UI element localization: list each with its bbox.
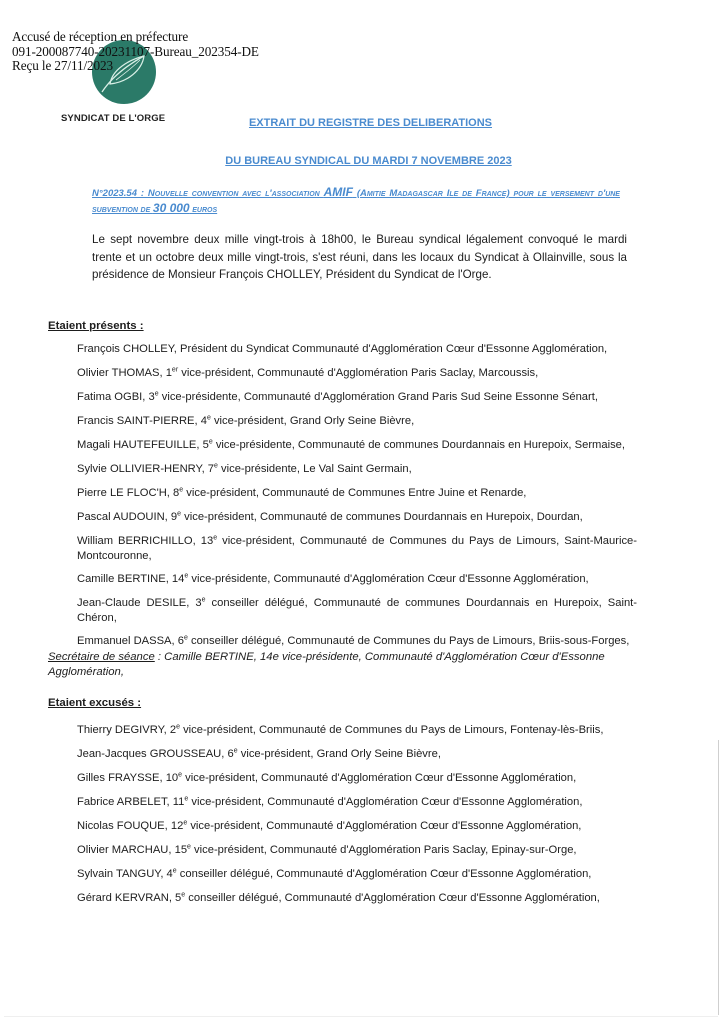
member-rank: 3 [195,597,202,609]
member-name: Camille BERTINE [77,573,166,585]
member-role: vice-président, Grand Orly Seine Bièvre, [210,415,415,427]
member-row: Pascal AUDOUIN, 9e vice-président, Communauté de communes Dourdannais en Hurepoix, Dourdan, [77,510,583,523]
member-rank: 8 [173,487,180,499]
subject-part-1: N°2023.54 : Nouvelle convention avec l'association [92,188,324,199]
scan-edge-vertical [718,740,719,1015]
stamp-line-2: 091-200087740-20231107-Bureau_202354-DE [12,43,259,59]
document-subtitle: DU BUREAU SYNDICAL DU MARDI 7 NOVEMBRE 2023 [225,155,512,167]
member-name: William BERRICHILLO [77,535,193,547]
excused-heading: Etaient excusés : [48,697,142,709]
member-name: Emmanuel DASSA [77,635,172,647]
member-name: François CHOLLEY [77,343,174,355]
member-rank-suffix: e [177,510,182,518]
member-rank-suffix: e [187,843,191,851]
member-role: vice-présidente, Le Val Saint Germain, [217,463,412,475]
member-name: Gérard KERVRAN [77,892,169,904]
member-role: vice-président, Communauté d'Agglomération Cœur d'Essonne Agglomération, [187,820,582,832]
member-role: vice-président, Communauté de Communes Entre Juine et Renarde, [183,487,527,499]
member-rank: 7 [207,463,215,475]
member-rank: 3 [148,391,155,403]
member-rank: 9 [170,511,178,523]
member-rank: 14 [171,573,185,585]
member-role: vice-président, Communauté de Communes du Pays de Limours, Fontenay-lès-Briis, [179,724,604,736]
document-title: EXTRAIT DU REGISTRE DES DELIBERATIONS [248,117,493,129]
member-row: Magali HAUTEFEUILLE, 5e vice-présidente, Communauté de communes Dourdannais en Hurepoix, Sermaise, [77,438,626,451]
member-role: vice-président, Communauté d'Agglomération Paris Saclay, Marcoussis, [178,367,539,379]
member-rank-suffix: e [154,390,159,398]
member-rank: 12 [170,820,184,832]
member-rank: 5 [202,439,209,451]
member-name: Nicolas FOUQUE [77,820,165,832]
member-rank-suffix: e [201,596,206,604]
member-rank-suffix: e [213,534,218,542]
member-row: Nicolas FOUQUE, 12e vice-président, Communauté d'Agglomération Cœur d'Essonne Agglomération, [77,819,582,832]
present-members-list [77,342,637,658]
member-rank-suffix: e [181,891,186,899]
member-role: vice-président, Communauté d'Agglomération Paris Saclay, Epinay-sur-Orge, [190,844,577,856]
member-name: Pascal AUDOUIN [77,511,165,523]
member-role: vice-président, Communauté d'Agglomération Cœur d'Essonne Agglomération, [188,796,583,808]
member-row: Thierry DEGIVRY, 2e vice-président, Communauté de Communes du Pays de Limours, Fontenay-lès-Briis, [77,723,604,736]
member-rank: 5 [175,892,182,904]
member-name: Magali HAUTEFEUILLE [77,439,197,451]
member-rank: 13 [200,535,214,547]
secretary-text: : Camille BERTINE, 14e vice-présidente, Communauté d'Agglomération Cœur d'Essonne Agglomération, [48,651,605,678]
member-rank-suffix: e [206,414,211,422]
member-rank: 4 [166,868,173,880]
member-name: Olivier MARCHAU [77,844,169,856]
member-row: Camille BERTINE, 14e vice-présidente, Communauté d'Agglomération Cœur d'Essonne Agglomération, [77,572,589,585]
member-rank: 6 [177,635,184,647]
member-role: , Président du Syndicat Communauté d'Agglomération Cœur d'Essonne Agglomération, [173,343,608,355]
member-row: Francis SAINT-PIERRE, 4e vice-président, Grand Orly Seine Bièvre, [77,414,415,427]
member-role: vice-président, Communauté d'Agglomération Cœur d'Essonne Agglomération, [182,772,577,784]
member-name: Francis SAINT-PIERRE [77,415,195,427]
subject-part-2: (Amitie Madagascar Ile de France) pour le versement d'une subvention de [92,188,620,215]
member-rank: 15 [174,844,188,856]
present-heading: Etaient présents : [48,320,144,332]
member-row: Fabrice ARBELET, 11e vice-président, Communauté d'Agglomération Cœur d'Essonne Agglomération, [77,795,583,808]
member-name: Thierry DEGIVRY [77,724,164,736]
member-rank-suffix: e [184,795,189,803]
organization-name: SYNDICAT DE L'ORGE [61,113,166,124]
member-name: Jean-Claude DESILE [77,597,187,609]
member-role: vice-président, Communauté de Communes du Pays de Limours, Saint-Maurice-Montcouronne, [77,535,637,562]
member-rank: 4 [200,415,207,427]
session-secretary [48,650,638,680]
member-name: Sylvain TANGUY [77,868,161,880]
member-rank-suffix: e [178,771,183,779]
member-row: Emmanuel DASSA, 6e conseiller délégué, Communauté de Communes du Pays de Limours, Briis-sous-Forges, [77,634,630,647]
member-role: conseiller délégué, Communauté d'Agglomération Cœur d'Essonne Agglomération, [176,868,592,880]
member-rank-suffix: e [172,867,177,875]
stamp-line-3: Reçu le 27/11/2023 [12,58,113,73]
deliberation-subject [92,185,620,217]
member-rank-suffix: e [179,486,184,494]
member-rank-suffix: e [214,462,218,470]
scan-edge-horizontal [4,1016,718,1017]
member-role: conseiller délégué, Communauté d'Agglomération Cœur d'Essonne Agglomération, [185,892,600,904]
member-role: vice-présidente, Communauté d'Agglomération Cœur d'Essonne Agglomération, [188,573,589,585]
member-row: Sylvie OLLIVIER-HENRY, 7e vice-présidente, Le Val Saint Germain, [77,462,412,475]
member-role: conseiller délégué, Communauté de communes Dourdannais en Hurepoix, Saint-Chéron, [77,597,638,624]
member-rank-suffix: e [183,634,188,642]
prefecture-reception-stamp [12,30,259,74]
member-row: Jean-Jacques GROUSSEAU, 6e vice-président, Grand Orly Seine Bièvre, [77,747,441,760]
member-name: Olivier THOMAS [77,367,160,379]
secretary-label: Secrétaire de séance [48,651,155,663]
member-name: Fabrice ARBELET [77,796,167,808]
member-row: Sylvain TANGUY, 4e conseiller délégué, Communauté d'Agglomération Cœur d'Essonne Agglomération, [77,867,592,880]
member-name: Jean-Jacques GROUSSEAU [77,748,222,760]
member-name: Sylvie OLLIVIER-HENRY [77,463,202,475]
member-row: Gérard KERVRAN, 5e conseiller délégué, Communauté d'Agglomération Cœur d'Essonne Agglomération, [77,891,600,904]
member-rank-suffix: e [233,747,238,755]
member-role: vice-présidente, Communauté d'Agglomération Grand Paris Sud Seine Essonne Sénart, [158,391,598,403]
member-row: Pierre LE FLOC'H, 8e vice-président, Communauté de Communes Entre Juine et Renarde, [77,486,527,499]
member-row: Olivier THOMAS, 1er vice-président, Communauté d'Agglomération Paris Saclay, Marcoussis, [77,366,539,379]
member-rank: 11 [172,796,185,808]
member-row: William BERRICHILLO, 13e vice-président, Communauté de Communes du Pays de Limours, Saint-Maurice-Montcouronne, [77,534,637,562]
member-row: Olivier MARCHAU, 15e vice-président, Communauté d'Agglomération Paris Saclay, Epinay-sur-Orge, [77,843,577,856]
member-rank: 10 [165,772,179,784]
subject-amount: 30 000 [152,201,190,215]
subject-amif: AMIF [323,185,353,199]
member-rank: 1 [165,367,172,379]
member-name: Pierre LE FLOC'H [77,487,167,499]
member-row [77,342,637,357]
member-role: vice-président, Communauté de communes Dourdannais en Hurepoix, Dourdan, [181,511,583,523]
member-role: conseiller délégué, Communauté de Communes du Pays de Limours, Briis-sous-Forges, [187,635,630,647]
subject-part-3: euros [189,204,218,215]
member-row: Jean-Claude DESILE, 3e conseiller délégué, Communauté de communes Dourdannais en Hurepoix, Saint-Chéron, [77,596,638,624]
member-rank-suffix: e [176,723,180,731]
member-rank-suffix: e [183,819,188,827]
member-row: Gilles FRAYSSE, 10e vice-président, Communauté d'Agglomération Cœur d'Essonne Agglomération, [77,771,577,784]
member-rank: 2 [169,724,177,736]
member-role: vice-président, Grand Orly Seine Bièvre, [237,748,441,760]
member-rank-suffix: er [171,366,179,374]
member-rank: 6 [227,748,234,760]
stamp-line-1: Accusé de réception en préfecture [12,29,189,44]
member-rank-suffix: e [208,438,213,446]
excused-members-list [77,723,637,915]
member-name: Fatima OGBI [77,391,143,403]
member-name: Gilles FRAYSSE [77,772,160,784]
member-rank-suffix: e [184,572,189,580]
intro-paragraph: Le sept novembre deux mille vingt-trois à 18h00, le Bureau syndical légalement convoqué le mardi trente et un octobre deux mille vingt-trois, s'est réuni, dans les locaux du Syndicat à Ollainville, sous la présidence de Monsieur François CHOLLEY, Président du Syndicat de l'Orge. [92,233,627,281]
member-role: vice-présidente, Communauté de communes Dourdannais en Hurepoix, Sermaise, [212,439,626,451]
member-row: Fatima OGBI, 3e vice-présidente, Communauté d'Agglomération Grand Paris Sud Seine Essonne Sénart, [77,390,598,403]
